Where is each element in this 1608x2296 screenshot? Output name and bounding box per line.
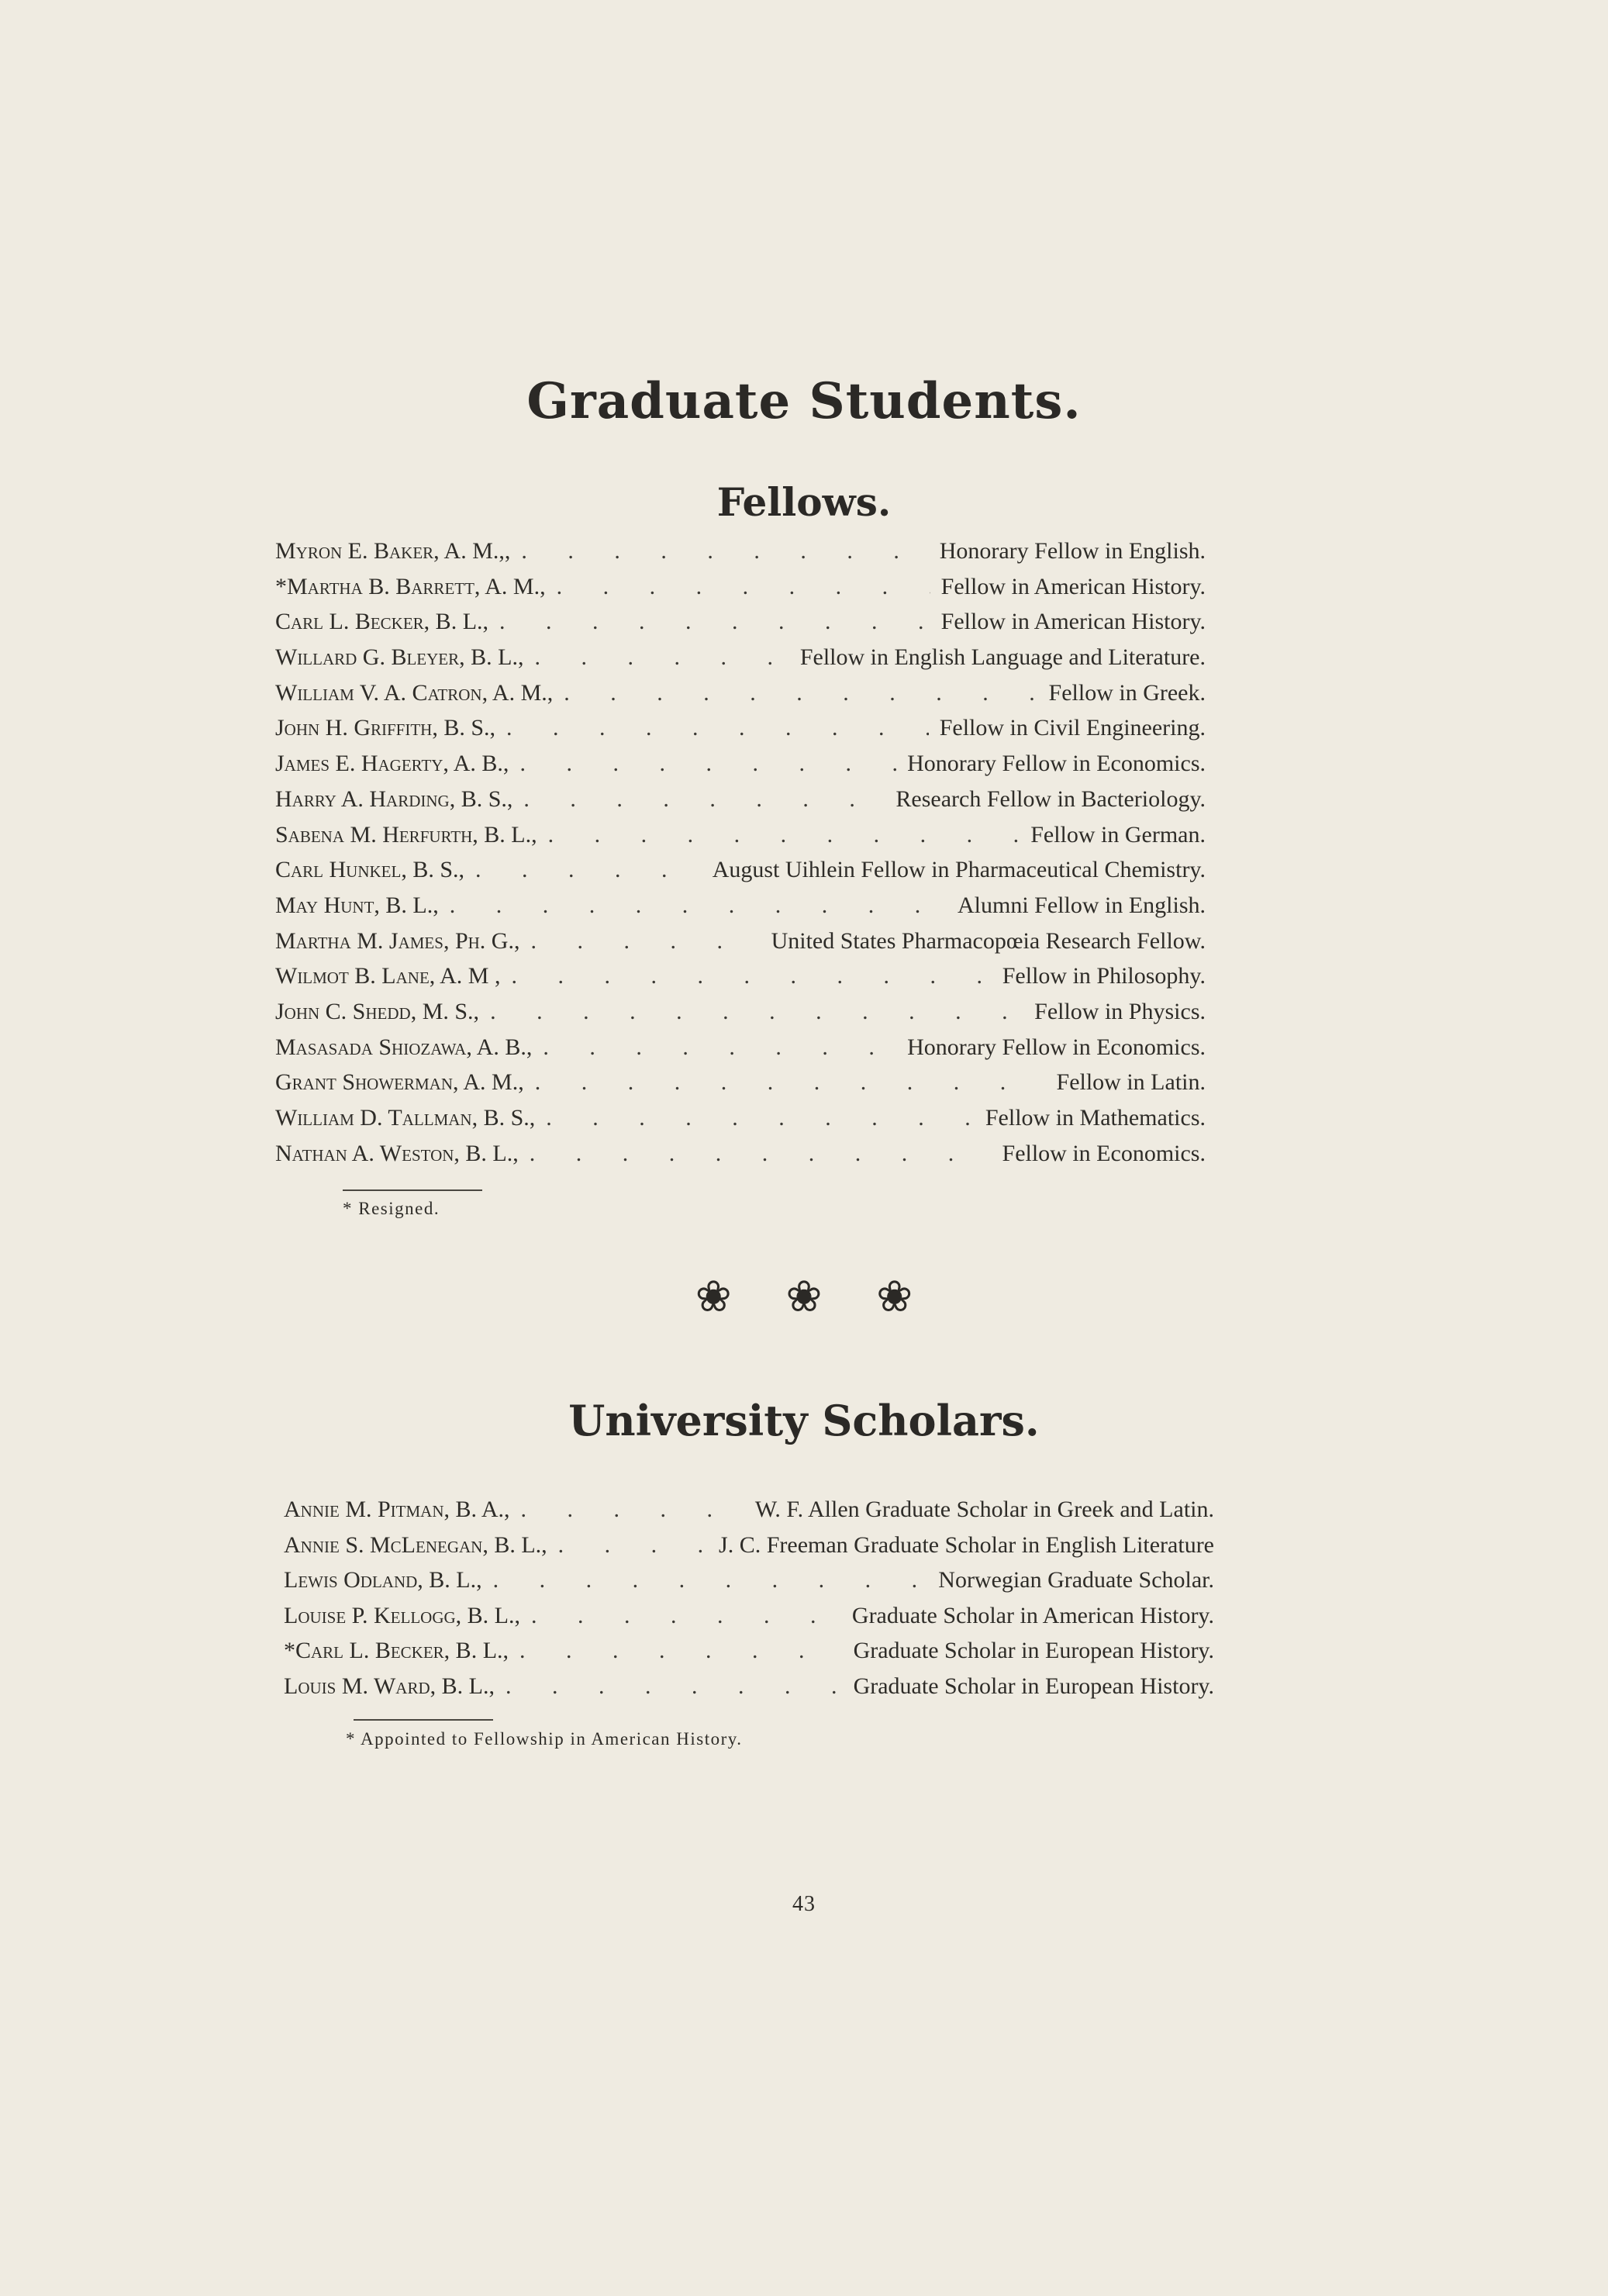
dot-leader	[521, 1497, 744, 1523]
entry-description: Fellow in English Language and Literature.	[799, 644, 1206, 671]
entry-description: Fellow in Greek.	[1048, 679, 1206, 706]
list-item	[275, 574, 1206, 609]
flower-ornament-icon: ❀	[785, 1272, 823, 1322]
list-item	[275, 609, 1206, 644]
entry-description: Norwegian Graduate Scholar.	[938, 1567, 1214, 1593]
scholars-list	[284, 1497, 1214, 1709]
dot-leader	[450, 893, 947, 919]
dot-leader	[493, 1567, 928, 1593]
entry-name: Lewis Odland, B. L.,	[284, 1567, 482, 1593]
entry-description: W. F. Allen Graduate Scholar in Greek and Latin.	[754, 1497, 1214, 1522]
dot-leader	[530, 1141, 992, 1167]
list-item	[275, 999, 1206, 1034]
list-item	[275, 963, 1206, 999]
dot-leader	[490, 999, 1023, 1025]
list-item	[284, 1603, 1214, 1638]
fellows-footnote: * Resigned.	[343, 1199, 440, 1218]
entry-description: United States Pharmacopœia Research Fellow.	[771, 927, 1206, 954]
entry-name: Wilmot B. Lane, A. M ,	[275, 963, 501, 989]
scholars-footnote: * Appointed to Fellowship in American History.	[346, 1729, 743, 1749]
dot-leader	[543, 1034, 896, 1061]
dot-leader	[521, 538, 928, 565]
page-number: 43	[792, 1892, 816, 1916]
list-item	[275, 928, 1206, 964]
entry-name: Grant Showerman, A. M.,	[275, 1069, 524, 1096]
fellows-heading: Fellows.	[716, 479, 892, 525]
dot-leader	[506, 715, 929, 741]
list-item	[275, 822, 1206, 858]
entry-name: Carl L. Becker, B. L.,	[275, 609, 489, 635]
dot-leader	[535, 1069, 1046, 1096]
page-title: Graduate Students.	[526, 372, 1082, 430]
dot-leader	[506, 1673, 843, 1700]
entry-description: Fellow in Civil Engineering.	[939, 715, 1206, 741]
list-item	[284, 1497, 1214, 1532]
entry-name: James E. Hagerty, A. B.,	[275, 751, 509, 777]
entry-description: Fellow in German.	[1030, 821, 1206, 848]
list-item	[275, 1034, 1206, 1070]
list-item	[275, 1141, 1206, 1176]
flower-ornament-icon: ❀	[876, 1272, 913, 1322]
list-item	[275, 1105, 1206, 1141]
list-item	[275, 538, 1206, 574]
entry-name: Sabena M. Herfurth, B. L.,	[275, 821, 537, 848]
entry-name: William V. A. Catron, A. M.,	[275, 679, 554, 706]
dot-leader	[558, 1532, 708, 1559]
scholars-heading: University Scholars.	[568, 1396, 1040, 1445]
entry-description: Research Fellow in Bacteriology.	[895, 785, 1206, 812]
entry-description: Fellow in Economics.	[1002, 1140, 1206, 1166]
dot-leader	[557, 574, 930, 600]
entry-description: Fellow in Mathematics.	[985, 1105, 1206, 1131]
flower-ornament-icon: ❀	[695, 1272, 732, 1322]
list-item	[275, 751, 1206, 786]
fellows-list	[275, 538, 1206, 1176]
entry-description: Fellow in American History.	[940, 573, 1206, 599]
dot-leader	[531, 1603, 841, 1629]
entry-description: Graduate Scholar in European History.	[853, 1638, 1214, 1664]
entry-description: Alumni Fellow in English.	[957, 892, 1206, 918]
list-item	[275, 786, 1206, 822]
entry-description: August Uihlein Fellow in Pharmaceutical Chemistry.	[712, 857, 1206, 883]
entry-name: Louise P. Kellogg, B. L.,	[284, 1602, 520, 1628]
dot-leader	[548, 822, 1020, 848]
entry-description: Honorary Fellow in Economics.	[907, 751, 1206, 777]
entry-name: John H. Griffith, B. S.,	[275, 715, 496, 741]
entry-name: Myron E. Baker, A. M.,,	[275, 538, 511, 564]
list-item	[275, 680, 1206, 716]
dot-leader	[519, 1638, 843, 1664]
list-item	[275, 644, 1206, 680]
dot-leader	[564, 680, 1037, 706]
entry-name: Martha M. James, Ph. G.,	[275, 927, 520, 954]
entry-name: Harry A. Harding, B. S.,	[275, 785, 513, 812]
entry-description: Fellow in American History.	[940, 609, 1206, 635]
entry-description: Graduate Scholar in American History.	[851, 1602, 1214, 1628]
entry-name: William D. Tallman, B. S.,	[275, 1105, 536, 1131]
footnote-rule	[354, 1719, 493, 1721]
list-item	[284, 1532, 1214, 1568]
entry-description: Honorary Fellow in English.	[939, 538, 1206, 564]
footnote-rule	[343, 1189, 482, 1191]
entry-description: Fellow in Philosophy.	[1002, 963, 1206, 989]
list-item	[275, 715, 1206, 751]
entry-name: Masasada Shiozawa, A. B.,	[275, 1034, 533, 1060]
dot-leader	[511, 963, 991, 989]
list-item	[284, 1673, 1214, 1709]
dot-leader	[499, 609, 930, 635]
entry-description: J. C. Freeman Graduate Scholar in English Literature	[719, 1531, 1214, 1558]
entry-name: Carl Hunkel, B. S.,	[275, 857, 465, 883]
list-item	[284, 1638, 1214, 1673]
entry-name: May Hunt, B. L.,	[275, 892, 439, 918]
dot-leader	[475, 857, 702, 883]
dot-leader	[523, 786, 885, 813]
dot-leader	[530, 928, 760, 955]
entry-name: Louis M. Ward, B. L.,	[284, 1673, 495, 1699]
dot-leader	[546, 1105, 975, 1131]
entry-name: *Martha B. Barrett, A. M.,	[275, 573, 546, 599]
ornament-divider	[0, 1272, 1608, 1322]
list-item	[275, 857, 1206, 893]
entry-name: John C. Shedd, M. S.,	[275, 998, 480, 1024]
list-item	[275, 893, 1206, 928]
dot-leader	[534, 644, 788, 671]
entry-name: Nathan A. Weston, B. L.,	[275, 1140, 519, 1166]
entry-description: Fellow in Latin.	[1056, 1069, 1206, 1096]
dot-leader	[519, 751, 896, 777]
entry-description: Fellow in Physics.	[1034, 998, 1206, 1024]
list-item	[284, 1567, 1214, 1603]
entry-name: *Carl L. Becker, B. L.,	[284, 1638, 509, 1664]
entry-name: Annie S. McLenegan, B. L.,	[284, 1531, 547, 1558]
entry-name: Annie M. Pitman, B. A.,	[284, 1497, 510, 1522]
entry-description: Graduate Scholar in European History.	[853, 1673, 1214, 1699]
list-item	[275, 1069, 1206, 1105]
entry-name: Willard G. Bleyer, B. L.,	[275, 644, 524, 671]
entry-description: Honorary Fellow in Economics.	[907, 1034, 1206, 1060]
